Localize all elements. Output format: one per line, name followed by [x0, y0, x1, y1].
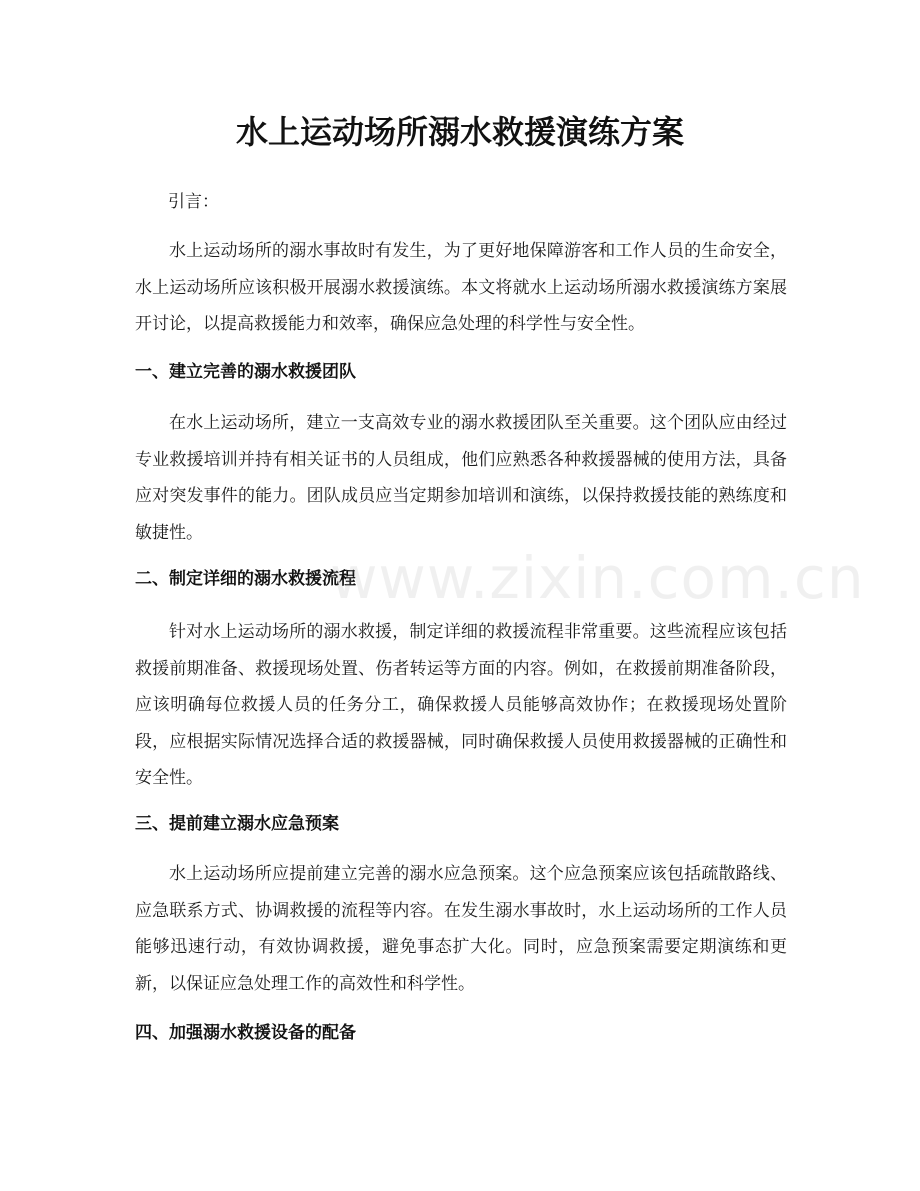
section-heading-4: 四、加强溺水救援设备的配备	[135, 1023, 356, 1043]
intro-paragraph: 水上运动场所的溺水事故时有发生，为了更好地保障游客和工作人员的生命安全，水上运动场所应该积极开展溺水救援演练。本文将就水上运动场所溺水救援演练方案展开讨论，以提高救援能力和效率，确保应急处理的科学性与安全性。	[135, 241, 787, 335]
watermark: www.zixin.com.cn	[330, 544, 865, 612]
section-paragraph-2: 针对水上运动场所的溺水救援，制定详细的救援流程非常重要。这些流程应该包括救援前期准备、救援现场处置、伤者转运等方面的内容。例如，在救援前期准备阶段，应该明确每位救援人员的任务分工，确保救援人员能够高效协作；在救援现场处置阶段，应根据实际情况选择合适的救援器械，同时确保救援人员使用救援器械的正确性和安全性。	[135, 622, 787, 789]
section-heading-2: 二、制定详细的溺水救援流程	[135, 569, 356, 589]
section-heading-3: 三、提前建立溺水应急预案	[135, 814, 339, 834]
section-heading-1: 一、建立完善的溺水救援团队	[135, 362, 356, 382]
document-title: 水上运动场所溺水救援演练方案	[235, 113, 684, 151]
section-paragraph-3: 水上运动场所应提前建立完善的溺水应急预案。这个应急预案应该包括疏散路线、应急联系方式、协调救援的流程等内容。在发生溺水事故时，水上运动场所的工作人员能够迅速行动，有效协调救援，避免事态扩大化。同时，应急预案需要定期演练和更新，以保证应急处理工作的高效性和科学性。	[135, 864, 787, 994]
intro-label: 引言：	[168, 192, 219, 212]
section-paragraph-1: 在水上运动场所，建立一支高效专业的溺水救援团队至关重要。这个团队应由经过专业救援培训并持有相关证书的人员组成，他们应熟悉各种救援器械的使用方法，具备应对突发事件的能力。团队成员应当定期参加培训和演练，以保持救援技能的熟练度和敏捷性。	[135, 413, 787, 543]
